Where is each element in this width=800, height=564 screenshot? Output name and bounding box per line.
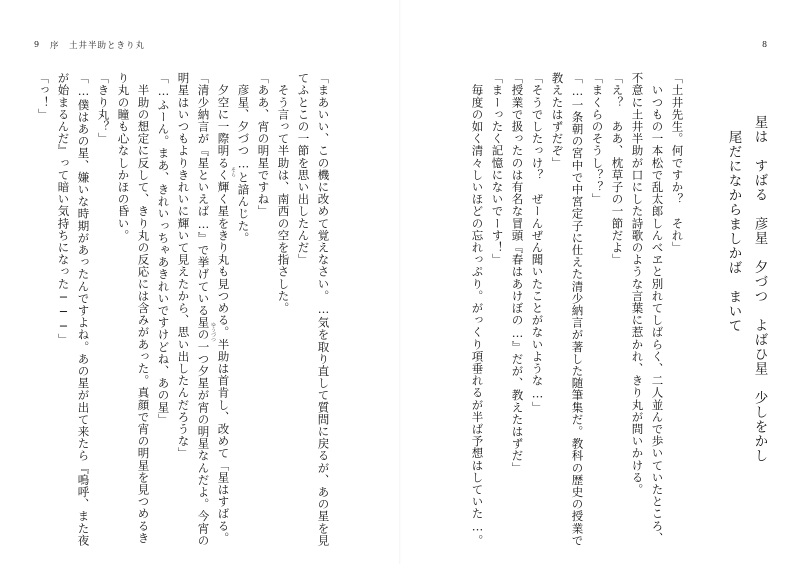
text-column: いつもの一本松で乱太郎しんべヱと別れてしばらく、二人並んで歩いていたところ、 <box>650 72 665 544</box>
text-column: 明星はいつもよりきれいに輝いて見えたから、思い出したんだろうな」 <box>176 72 191 460</box>
text-column: 「え？ ああ、枕草子の一節だよ」 <box>610 72 625 266</box>
text-column: 「…一条朝の宮中で中宮定子に仕えた清少納言が著した随筆集だ。教科の歴史の授業で <box>570 72 585 547</box>
running-header-title: 序 土井半助ときり丸 <box>50 41 146 51</box>
text-column: 「きり丸？」 <box>96 72 111 145</box>
text-column: 教えたはずだぞ」 <box>550 72 565 169</box>
text-column: 毎度の如く清々しいほどの忘れっぷり。がっくり項垂れるが半ば予想はしていた…。 <box>470 72 485 547</box>
text-column: が始まるんだ』って暗い気持ちになった───」 <box>56 72 71 346</box>
text-column: 「っ！」 <box>36 72 51 121</box>
text-column: 「土井先生。何ですか？ それ」 <box>670 72 685 254</box>
text-column: 不意に土井半助が口にした詩歌のような言葉に惹かれ、きり丸が問いかける。 <box>630 72 645 496</box>
text-column: 「授業で扱ったのは有名な冒頭『春はあけぼの…』だが、教えたはずだ」 <box>510 72 525 474</box>
ruby-reading: ゆうづつ <box>210 322 216 342</box>
text-column: 「…ふーん。まあ、きれいっちゃあきれいですけどね、あの星」 <box>156 72 171 426</box>
poem-line: 星は すばる 彦星 夕づつ よばひ星 少しをかし <box>751 115 768 463</box>
right-page-number: 8 <box>762 40 768 49</box>
ruby-reading: そら <box>230 167 236 177</box>
text-column: 「…僕はあの星、嫌いな時期があったんですよね。あの星が出て来たら『嗚呼、また夜 <box>76 72 91 547</box>
text-column: 「そうでしたっけ？ ぜーんぜん聞いたことがないような…」 <box>530 72 545 414</box>
text-column: 「まくらのそうし？？」 <box>590 72 605 206</box>
text-column: 「清少納言が『星といえば…』で挙げている星の一つ夕星が宵の明星なんだよ。今宵の <box>196 72 211 547</box>
text-column: り丸の瞳も心なしかほの昏い。 <box>116 72 131 242</box>
text-column: 「まーったく記憶にないでーす！」 <box>490 72 505 266</box>
page-gutter <box>399 0 401 564</box>
text-column: 彦星、夕づつ…と諳んじた。 <box>236 72 251 244</box>
text-column: てふとこの一節を思い出したんだ」 <box>296 72 311 266</box>
text-column: 「ああ、宵の明星ですね」 <box>256 72 271 218</box>
text-column: そう言って半助は、南西の空を指さした。 <box>276 72 291 314</box>
text-column: 半助の想定に反して、きり丸の反応には含みがあった。真顔で宵の明星を見つめるき <box>136 72 151 544</box>
poem-line: 尾だになからましかば まいて <box>725 130 742 333</box>
text-column: 「まあいい、この機に改めて覚えなさい。…気を取り直して質問に戻るが、あの星を見 <box>316 72 331 547</box>
left-page-number: 9 <box>34 40 40 49</box>
text-column: 夕空に一際明るく輝く星をきり丸も見つめる。半助は首肯し、改めて「星はすばる。 <box>216 72 231 544</box>
